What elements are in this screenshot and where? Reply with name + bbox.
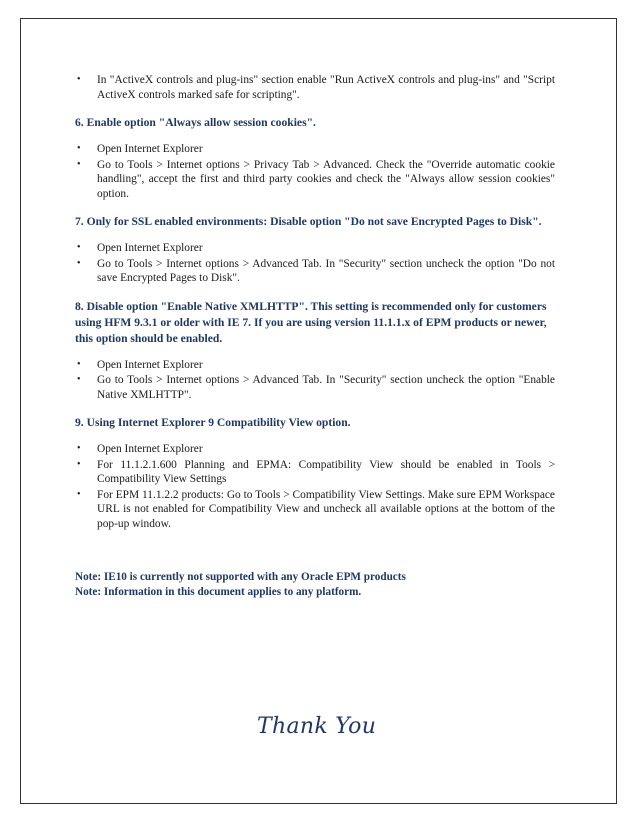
bullet-icon: • <box>77 242 81 253</box>
list-item: • For 11.1.2.1.600 Planning and EPMA: Compatibility View should be enabled in Tools > Compatibility View Settings <box>77 458 555 485</box>
section-8 <box>75 299 555 403</box>
intro-list <box>75 73 555 102</box>
list-item: • Go to Tools > Internet options > Advanced Tab. In "Security" section uncheck the option "Do not save Encrypted Pages to Disk". <box>77 257 555 284</box>
section-heading: 8. Disable option "Enable Native XMLHTTP". This setting is recommended only for customers using HFM 9.3.1 or older with IE 7. If you are using version 11.1.1.x of EPM products or newer, this option should be enabled. <box>75 299 547 345</box>
list-item: • Open Internet Explorer <box>77 443 203 455</box>
bullet-icon: • <box>77 158 81 170</box>
note-line: Note: IE10 is currently not supported with any Oracle EPM products <box>75 571 406 583</box>
list-item: • Open Internet Explorer <box>77 242 203 254</box>
section-heading: 7. Only for SSL enabled environments: Disable option "Do not save Encrypted Pages to Disk". <box>75 215 542 228</box>
bullet-icon: • <box>77 374 81 385</box>
bullet-icon: • <box>77 74 81 85</box>
list-item: • For EPM 11.1.2.2 products: Go to Tools > Compatibility View Settings. Make sure EPM Workspace URL is not enabled for Compatibility View and uncheck all available options at the bottom of the pop-up window. <box>77 488 555 530</box>
list-item: • Open Internet Explorer <box>77 143 203 155</box>
bullet-icon: • <box>77 488 81 500</box>
bullet-icon: • <box>77 143 81 154</box>
bullet-icon: • <box>77 257 81 269</box>
bullet-icon: • <box>77 358 81 370</box>
section-9 <box>75 415 555 531</box>
note-line: Note: Information in this document applies to any platform. <box>75 586 362 598</box>
section-heading: 9. Using Internet Explorer 9 Compatibility View option. <box>75 416 351 429</box>
list-item: • In "ActiveX controls and plug-ins" section enable "Run ActiveX controls and plug-ins" and "Script ActiveX controls marked safe for scripting". <box>77 74 555 101</box>
list-item: • Open Internet Explorer <box>77 358 203 371</box>
section-heading: 6. Enable option "Always allow session cookies". <box>75 116 316 129</box>
list-item: • Go to Tools > Internet options > Advanced Tab. In "Security" section uncheck the option "Enable Native XMLHTTP". <box>77 374 555 401</box>
section-7 <box>75 214 555 286</box>
list-item: • Go to Tools > Internet options > Privacy Tab > Advanced. Check the "Override automatic cookie handling", accept the first and third party cookies and check the "Always allow session cookies" option. <box>77 158 555 200</box>
bullet-icon: • <box>77 443 81 454</box>
bullet-icon: • <box>77 458 81 470</box>
notes <box>75 570 555 600</box>
section-6 <box>75 115 555 201</box>
document-body <box>75 73 555 600</box>
thank-you-signature: Thank You <box>257 714 377 739</box>
